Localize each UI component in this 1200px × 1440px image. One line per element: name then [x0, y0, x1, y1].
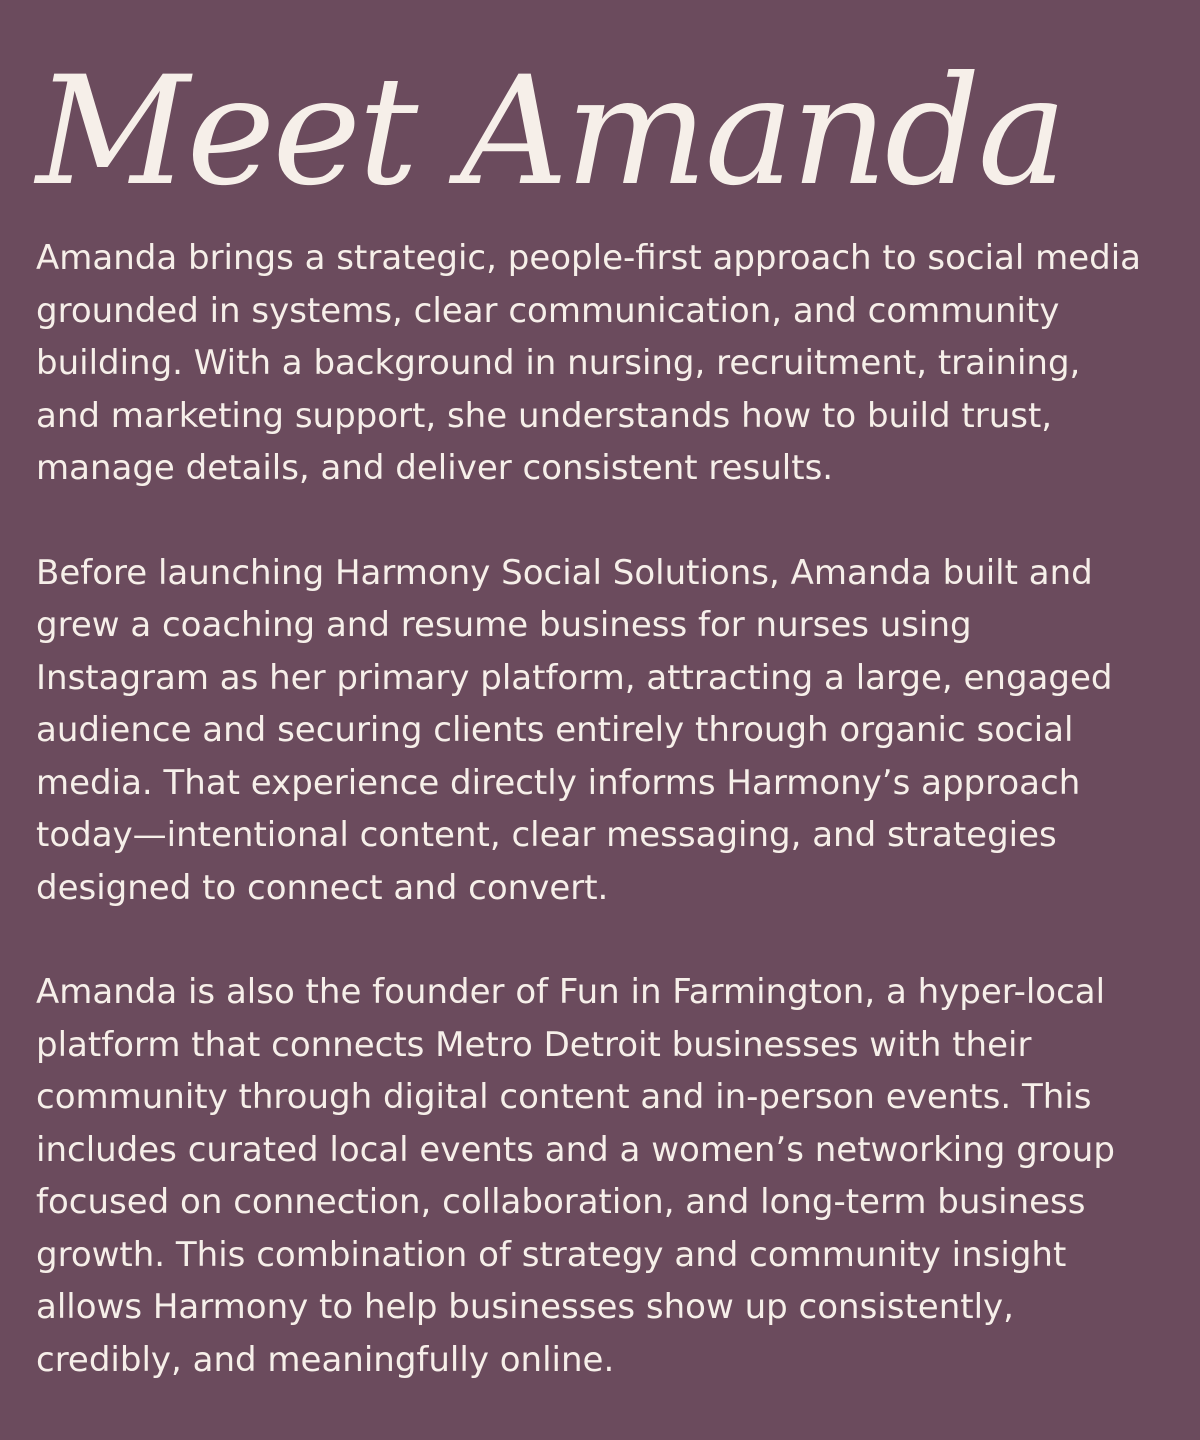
bio-paragraph-intro: Amanda brings a strategic, people-first approach to social media grounded in systems, clear communication, and community building. With a background in nursing, recruitment, training, and marketing support, she understands how to build trust, manage details, and deliver consistent results.: [36, 238, 1141, 488]
page-title: Meet Amanda: [36, 45, 1065, 219]
bio-paragraph-community: Amanda is also the founder of Fun in Farmington, a hyper-local platform that connects Metro Detroit businesses with their community through digital content and in-person events. This includes curated local events and a women’s networking group focused on connection, collaboration, and long-term business growth. This combination of strategy and community insight allows Harmony to help businesses show up consistently, credibly, and meaningfully online.: [36, 972, 1115, 1380]
bio-body: [36, 232, 1164, 1386]
paragraph-spacer: [36, 495, 1164, 547]
bio-paragraph-background: Before launching Harmony Social Solutions, Amanda built and grew a coaching and resume business for nurses using Instagram as her primary platform, attracting a large, engaged audience and securing clients entirely through organic social media. That experience directly informs Harmony’s approach today—intentional content, clear messaging, and strategies designed to connect and convert.: [36, 552, 1113, 908]
paragraph-spacer: [36, 914, 1164, 966]
